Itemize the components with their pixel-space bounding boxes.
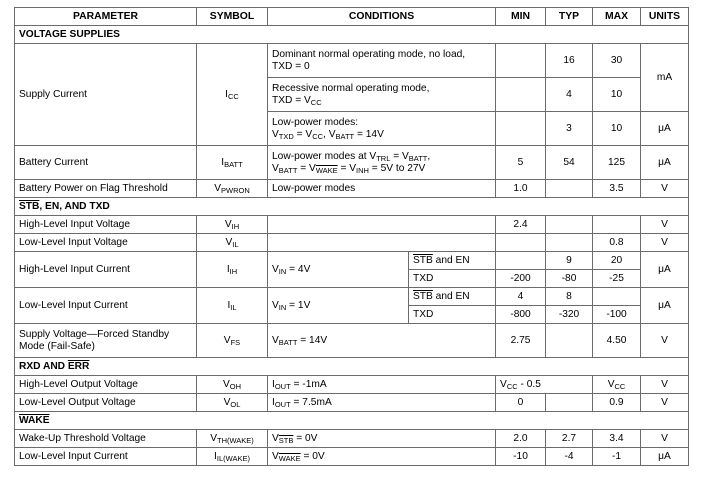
min-cell: 5 (496, 146, 546, 180)
section-row (15, 198, 689, 216)
typ-cell (546, 324, 593, 358)
section-voltage-supplies: VOLTAGE SUPPLIES (15, 26, 689, 44)
header-symbol: SYMBOL (197, 8, 268, 26)
header-row (15, 8, 689, 26)
symbol-vfs: $V_{FS}$ (197, 324, 268, 358)
symbol-vpwron: $V_{PWRON}$ (197, 180, 268, 198)
table-row (15, 324, 689, 358)
cond-cell: Low-power modes (268, 180, 496, 198)
cond-low-power: Low-power modes: $V_{TXD} = V_{CC}$, $V_{BATT} = 14V$ (268, 112, 496, 146)
unit-cell: μA (641, 288, 689, 324)
section-wake: WAKE (15, 412, 689, 430)
max-cell: 4.50 (593, 324, 641, 358)
param-voh: High-Level Output Voltage (15, 376, 197, 394)
min-cell: -200 (496, 270, 546, 288)
max-cell: 0.9 (593, 394, 641, 412)
typ-cell: 16 (546, 44, 593, 78)
min-cell (496, 234, 546, 252)
section-row (15, 26, 689, 44)
min-cell: -800 (496, 306, 546, 324)
max-cell (593, 216, 641, 234)
min-cell: 4 (496, 288, 546, 306)
subcond-txd: TXD (409, 306, 496, 324)
spec-table-wrapper (14, 7, 689, 466)
min-cell (496, 44, 546, 78)
unit-cell: V (641, 180, 689, 198)
min-cell: 2.0 (496, 430, 546, 448)
symbol-iih: $I_{IH}$ (197, 252, 268, 288)
min-cell: 2.75 (496, 324, 546, 358)
max-cell: 3.5 (593, 180, 641, 198)
min-cell: -10 (496, 448, 546, 466)
max-cell: 10 (593, 112, 641, 146)
table-row (15, 252, 689, 270)
min-cell (496, 252, 546, 270)
typ-cell (546, 180, 593, 198)
unit-cell: μA (641, 112, 689, 146)
max-cell: -25 (593, 270, 641, 288)
symbol-vol: $V_{OL}$ (197, 394, 268, 412)
param-vol: Low-Level Output Voltage (15, 394, 197, 412)
cond-cell (268, 216, 496, 234)
cond-recessive: Recessive normal operating mode, TXD = $V_{CC}$ (268, 78, 496, 112)
cond-vin-1v: $V_{IN} = 1V$ (268, 288, 409, 324)
unit-cell: V (641, 376, 689, 394)
param-vil: Low-Level Input Voltage (15, 234, 197, 252)
param-vth-wake: Wake-Up Threshold Voltage (15, 430, 197, 448)
min-cell: 0 (496, 394, 546, 412)
table-row (15, 394, 689, 412)
typ-cell (546, 234, 593, 252)
symbol-ibatt: $I_{BATT}$ (197, 146, 268, 180)
table-row (15, 44, 689, 78)
min-cell: 1.0 (496, 180, 546, 198)
max-cell: $V_{CC}$ (593, 376, 641, 394)
cond-vstb-0v: $V_{\overline{STB}} = 0V$ (268, 430, 496, 448)
unit-cell: V (641, 216, 689, 234)
typ-cell (546, 216, 593, 234)
unit-cell: V (641, 430, 689, 448)
typ-cell: 8 (546, 288, 593, 306)
symbol-iil-wake: $I_{IL(WAKE)}$ (197, 448, 268, 466)
typ-cell: 4 (546, 78, 593, 112)
table-row (15, 234, 689, 252)
unit-cell: μA (641, 252, 689, 288)
section-row (15, 358, 689, 376)
typ-cell (546, 394, 593, 412)
section-stb-en-txd: $\overline{STB}$, EN, AND TXD (15, 198, 689, 216)
param-iil: Low-Level Input Current (15, 288, 197, 324)
cond-vin-4v: $V_{IN} = 4V$ (268, 252, 409, 288)
header-units: UNITS (641, 8, 689, 26)
param-vfs: Supply Voltage—Forced Standby Mode (Fail-Safe) (15, 324, 197, 358)
subcond-stb-en: $\overline{STB}$ and EN (409, 288, 496, 306)
table-row (15, 448, 689, 466)
min-cell (496, 112, 546, 146)
table-row (15, 146, 689, 180)
param-vih: High-Level Input Voltage (15, 216, 197, 234)
unit-cell: μA (641, 448, 689, 466)
header-conditions: CONDITIONS (268, 8, 496, 26)
min-cell: $V_{CC} - 0.5$ (496, 376, 593, 394)
table-row (15, 288, 689, 306)
typ-cell: -80 (546, 270, 593, 288)
min-cell (496, 78, 546, 112)
unit-cell: V (641, 394, 689, 412)
max-cell: 30 (593, 44, 641, 78)
typ-cell: 3 (546, 112, 593, 146)
symbol-vil: $V_{IL}$ (197, 234, 268, 252)
param-supply-current: Supply Current (15, 44, 197, 146)
max-cell: 10 (593, 78, 641, 112)
min-cell: 2.4 (496, 216, 546, 234)
unit-cell: μA (641, 146, 689, 180)
table-row (15, 430, 689, 448)
header-min: MIN (496, 8, 546, 26)
param-battery-power-flag: Battery Power on Flag Threshold (15, 180, 197, 198)
cond-iout-1ma: $I_{OUT} = -1mA$ (268, 376, 496, 394)
param-iih: High-Level Input Current (15, 252, 197, 288)
symbol-vih: $V_{IH}$ (197, 216, 268, 234)
max-cell: 0.8 (593, 234, 641, 252)
max-cell: -100 (593, 306, 641, 324)
typ-cell: -4 (546, 448, 593, 466)
typ-cell: 2.7 (546, 430, 593, 448)
symbol-icc: $I_{CC}$ (197, 44, 268, 146)
cond-dominant: Dominant normal operating mode, no load, TXD = 0 (268, 44, 496, 78)
unit-cell: V (641, 324, 689, 358)
cond-battery: Low-power modes at $V_{TRL} = V_{BATT}$, $V_{BATT} = V_{WAKE} = V_{INH} = 5V$ to 27V (268, 146, 496, 180)
electrical-characteristics-table (14, 7, 689, 466)
typ-cell: 54 (546, 146, 593, 180)
header-max: MAX (593, 8, 641, 26)
cond-cell (268, 234, 496, 252)
max-cell: 20 (593, 252, 641, 270)
table-row (15, 180, 689, 198)
cond-iout-7-5ma: $I_{OUT} = 7.5mA$ (268, 394, 496, 412)
unit-cell: mA (641, 44, 689, 112)
subcond-stb-en: $\overline{STB}$ and EN (409, 252, 496, 270)
param-iil-wake: Low-Level Input Current (15, 448, 197, 466)
cond-vwake-0v: $V_{WAKE} = 0V$ (268, 448, 496, 466)
table-row (15, 216, 689, 234)
cond-vbatt-14v: $V_{BATT} = 14V$ (268, 324, 496, 358)
symbol-vth-wake: $V_{TH(WAKE)}$ (197, 430, 268, 448)
header-parameter: PARAMETER (15, 8, 197, 26)
table-row (15, 376, 689, 394)
header-typ: TYP (546, 8, 593, 26)
max-cell: 3.4 (593, 430, 641, 448)
max-cell: -1 (593, 448, 641, 466)
section-rxd-err: RXD AND $\overline{ERR}$ (15, 358, 689, 376)
typ-cell: -320 (546, 306, 593, 324)
typ-cell: 9 (546, 252, 593, 270)
unit-cell: V (641, 234, 689, 252)
subcond-txd: TXD (409, 270, 496, 288)
max-cell: 125 (593, 146, 641, 180)
max-cell (593, 288, 641, 306)
symbol-iil: $I_{IL}$ (197, 288, 268, 324)
symbol-voh: $V_{OH}$ (197, 376, 268, 394)
param-battery-current: Battery Current (15, 146, 197, 180)
section-row (15, 412, 689, 430)
